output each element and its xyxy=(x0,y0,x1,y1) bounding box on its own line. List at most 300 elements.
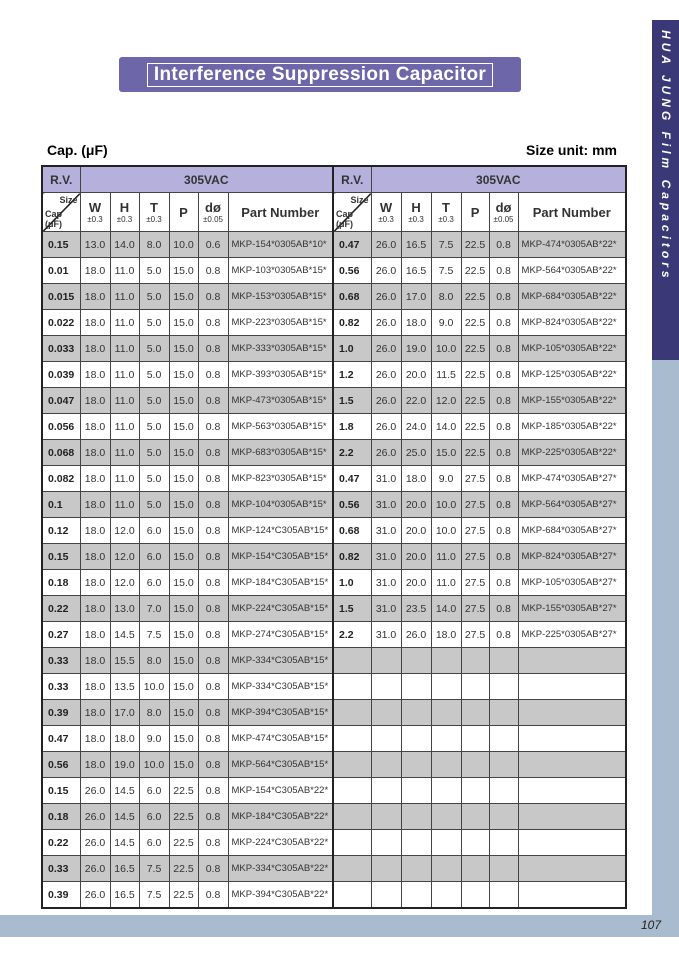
part-number-cell: MKP-224*C305AB*15* xyxy=(228,596,333,622)
dimension-cell: 18.0 xyxy=(80,674,110,700)
footer-bar xyxy=(0,915,679,937)
dimension-cell: 0.8 xyxy=(489,570,518,596)
dimension-cell: 15.0 xyxy=(169,648,198,674)
dimension-cell: 10.0 xyxy=(139,674,169,700)
dimension-cell: 7.5 xyxy=(139,856,169,882)
dimension-cell: 31.0 xyxy=(371,492,401,518)
dimension-cell: 10.0 xyxy=(431,518,461,544)
dimension-cell: 15.0 xyxy=(169,440,198,466)
table-row xyxy=(42,570,626,596)
dimension-cell: 0.8 xyxy=(489,232,518,258)
page-title: Interference Suppression Capacitor xyxy=(147,63,493,87)
capacitance-cell: 0.39 xyxy=(42,882,80,909)
dimension-cell: 7.5 xyxy=(431,258,461,284)
dimension-cell: 9.0 xyxy=(431,310,461,336)
dimension-cell: 31.0 xyxy=(371,570,401,596)
empty-cell xyxy=(431,882,461,909)
dim-header xyxy=(371,193,401,232)
dimension-cell: 0.6 xyxy=(198,232,228,258)
dimension-cell: 8.0 xyxy=(139,700,169,726)
dimension-cell: 12.0 xyxy=(110,544,139,570)
dimension-cell: 26.0 xyxy=(80,882,110,909)
dimension-cell: 18.0 xyxy=(80,466,110,492)
dimension-cell: 26.0 xyxy=(371,388,401,414)
part-number-cell: MKP-334*C305AB*15* xyxy=(228,674,333,700)
table-row xyxy=(42,700,626,726)
dimension-cell: 10.0 xyxy=(431,492,461,518)
dimension-cell: 22.5 xyxy=(461,362,489,388)
dimension-cell: 22.5 xyxy=(461,388,489,414)
dimension-cell: 0.8 xyxy=(489,622,518,648)
capacitance-cell: 0.22 xyxy=(42,830,80,856)
brand-side-text: HUA JUNG Film Capacitors xyxy=(659,30,673,282)
dimension-cell: 0.8 xyxy=(489,310,518,336)
dimension-cell: 5.0 xyxy=(139,388,169,414)
dimension-cell: 11.0 xyxy=(110,440,139,466)
dimension-cell: 15.0 xyxy=(169,726,198,752)
capacitance-cell: 1.5 xyxy=(333,388,371,414)
table-row xyxy=(42,882,626,909)
capacitance-cell: 0.56 xyxy=(42,752,80,778)
dimension-cell: 15.0 xyxy=(169,518,198,544)
table-row xyxy=(42,648,626,674)
capacitance-cell: 0.047 xyxy=(42,388,80,414)
dimension-cell: 27.5 xyxy=(461,518,489,544)
dimension-cell: 11.0 xyxy=(110,466,139,492)
dimension-cell: 8.0 xyxy=(139,232,169,258)
table-row xyxy=(42,414,626,440)
empty-cell xyxy=(401,674,431,700)
dimension-cell: 0.8 xyxy=(198,362,228,388)
dimension-cell: 17.0 xyxy=(110,700,139,726)
dimension-cell: 15.0 xyxy=(169,544,198,570)
capacitance-cell: 2.2 xyxy=(333,440,371,466)
part-number-cell: MKP-105*0305AB*27* xyxy=(518,570,626,596)
empty-cell xyxy=(333,882,371,909)
dimension-cell: 31.0 xyxy=(371,518,401,544)
table-row xyxy=(42,310,626,336)
empty-cell xyxy=(431,752,461,778)
empty-cell xyxy=(333,778,371,804)
dimension-cell: 0.8 xyxy=(489,518,518,544)
dimension-cell: 7.0 xyxy=(139,596,169,622)
part-number-cell: MKP-155*0305AB*27* xyxy=(518,596,626,622)
empty-cell xyxy=(461,726,489,752)
capacitance-cell: 0.82 xyxy=(333,310,371,336)
dimension-cell: 27.5 xyxy=(461,622,489,648)
dimension-cell: 15.0 xyxy=(169,388,198,414)
part-number-cell: MKP-184*C305AB*15* xyxy=(228,570,333,596)
dimension-cell: 15.0 xyxy=(169,492,198,518)
dimension-cell: 27.5 xyxy=(461,544,489,570)
empty-cell xyxy=(431,700,461,726)
capacitance-cell: 1.0 xyxy=(333,336,371,362)
dimension-cell: 24.0 xyxy=(401,414,431,440)
dimension-cell: 13.0 xyxy=(80,232,110,258)
empty-cell xyxy=(461,830,489,856)
dimension-cell: 31.0 xyxy=(371,466,401,492)
rv-header: R.V. xyxy=(333,166,371,193)
side-tab-light xyxy=(652,360,679,915)
dimension-cell: 0.8 xyxy=(489,258,518,284)
empty-cell xyxy=(461,752,489,778)
empty-cell xyxy=(333,752,371,778)
dimension-cell: 0.8 xyxy=(489,440,518,466)
part-number-cell: MKP-225*0305AB*27* xyxy=(518,622,626,648)
dim-tolerance: ±0.05 xyxy=(203,215,223,224)
dimension-cell: 12.0 xyxy=(110,518,139,544)
dimension-cell: 22.5 xyxy=(461,284,489,310)
dimension-cell: 9.0 xyxy=(139,726,169,752)
dim-header xyxy=(198,193,228,232)
dimension-cell: 0.8 xyxy=(489,466,518,492)
dimension-cell: 18.0 xyxy=(80,284,110,310)
capacitance-cell: 0.33 xyxy=(42,856,80,882)
table-row xyxy=(42,596,626,622)
empty-cell xyxy=(431,804,461,830)
dimension-cell: 5.0 xyxy=(139,466,169,492)
dim-tolerance: ±0.3 xyxy=(87,215,103,224)
capacitance-cell: 0.39 xyxy=(42,700,80,726)
dimension-cell: 6.0 xyxy=(139,518,169,544)
dimension-cell: 22.5 xyxy=(461,336,489,362)
capacitance-cell: 0.18 xyxy=(42,570,80,596)
dimension-cell: 15.0 xyxy=(169,674,198,700)
capacitance-cell: 0.15 xyxy=(42,778,80,804)
dimension-cell: 15.0 xyxy=(169,700,198,726)
dimension-cell: 13.5 xyxy=(110,674,139,700)
dimension-cell: 0.8 xyxy=(198,830,228,856)
part-number-cell: MKP-125*0305AB*22* xyxy=(518,362,626,388)
dimension-cell: 26.0 xyxy=(80,856,110,882)
table-row xyxy=(42,388,626,414)
dimension-cell: 15.0 xyxy=(169,310,198,336)
table-row xyxy=(42,518,626,544)
dimension-cell: 5.0 xyxy=(139,336,169,362)
cap-label: Cap xyxy=(45,209,63,219)
dim-header xyxy=(461,193,489,232)
empty-cell xyxy=(371,700,401,726)
empty-cell xyxy=(371,804,401,830)
dimension-cell: 15.0 xyxy=(169,596,198,622)
dimension-cell: 22.5 xyxy=(461,310,489,336)
dimension-cell: 0.8 xyxy=(198,856,228,882)
empty-cell xyxy=(489,752,518,778)
dimension-cell: 0.8 xyxy=(198,700,228,726)
empty-cell xyxy=(431,726,461,752)
dimension-cell: 15.0 xyxy=(169,258,198,284)
empty-cell xyxy=(431,856,461,882)
empty-cell xyxy=(371,882,401,909)
dim-header xyxy=(401,193,431,232)
dimension-cell: 20.0 xyxy=(401,544,431,570)
dimension-cell: 18.0 xyxy=(80,570,110,596)
dimension-cell: 15.0 xyxy=(431,440,461,466)
dimension-cell: 14.5 xyxy=(110,804,139,830)
cap-unit: (μF) xyxy=(45,219,62,229)
dimension-cell: 8.0 xyxy=(139,648,169,674)
dimension-cell: 5.0 xyxy=(139,284,169,310)
dimension-cell: 0.8 xyxy=(489,362,518,388)
capacitance-cell: 1.8 xyxy=(333,414,371,440)
dimension-cell: 14.5 xyxy=(110,778,139,804)
dimension-cell: 0.8 xyxy=(198,674,228,700)
capacitance-cell: 0.56 xyxy=(333,492,371,518)
cap-unit: (μF) xyxy=(336,219,354,229)
part-number-cell: MKP-394*C305AB*22* xyxy=(228,882,333,909)
dimension-cell: 0.8 xyxy=(489,284,518,310)
part-number-cell: MKP-154*0305AB*10* xyxy=(228,232,333,258)
table-row xyxy=(42,440,626,466)
empty-cell xyxy=(489,778,518,804)
empty-cell xyxy=(489,882,518,909)
dimension-cell: 26.0 xyxy=(80,830,110,856)
part-number-cell: MKP-124*C305AB*15* xyxy=(228,518,333,544)
dimension-cell: 0.8 xyxy=(489,336,518,362)
cap-label: Cap xyxy=(336,209,354,219)
dimension-cell: 0.8 xyxy=(198,882,228,909)
empty-cell xyxy=(518,700,626,726)
dimension-cell: 31.0 xyxy=(371,596,401,622)
empty-cell xyxy=(401,882,431,909)
empty-cell xyxy=(489,726,518,752)
dimension-cell: 9.0 xyxy=(431,466,461,492)
table-row xyxy=(42,778,626,804)
empty-cell xyxy=(461,778,489,804)
capacitance-cell: 0.22 xyxy=(42,596,80,622)
dim-tolerance: ±0.3 xyxy=(408,215,424,224)
part-number-cell: MKP-563*0305AB*15* xyxy=(228,414,333,440)
dim-tolerance: ±0.05 xyxy=(493,215,514,224)
dimension-cell: 5.0 xyxy=(139,492,169,518)
dimension-cell: 22.0 xyxy=(401,388,431,414)
capacitance-cell: 0.15 xyxy=(42,232,80,258)
table-row xyxy=(42,856,626,882)
empty-cell xyxy=(489,674,518,700)
dimension-cell: 22.5 xyxy=(169,882,198,909)
dimension-cell: 27.5 xyxy=(461,466,489,492)
empty-cell xyxy=(371,648,401,674)
dimension-cell: 18.0 xyxy=(110,726,139,752)
dimension-cell: 13.0 xyxy=(110,596,139,622)
empty-cell xyxy=(333,726,371,752)
dimension-cell: 18.0 xyxy=(431,622,461,648)
part-number-cell: MKP-394*C305AB*15* xyxy=(228,700,333,726)
table-row xyxy=(42,752,626,778)
part-number-cell: MKP-104*0305AB*15* xyxy=(228,492,333,518)
dimension-cell: 18.0 xyxy=(80,440,110,466)
part-number-cell: MKP-474*0305AB*27* xyxy=(518,466,626,492)
part-number-cell: MKP-564*0305AB*27* xyxy=(518,492,626,518)
dimension-cell: 11.0 xyxy=(431,570,461,596)
empty-cell xyxy=(401,778,431,804)
dimension-cell: 14.0 xyxy=(431,414,461,440)
capacitance-cell: 0.82 xyxy=(333,544,371,570)
dimension-cell: 0.8 xyxy=(198,648,228,674)
dimension-cell: 18.0 xyxy=(80,388,110,414)
part-number-cell: MKP-474*C305AB*15* xyxy=(228,726,333,752)
dimension-cell: 5.0 xyxy=(139,440,169,466)
empty-cell xyxy=(461,700,489,726)
dimension-cell: 26.0 xyxy=(371,414,401,440)
dimension-cell: 15.0 xyxy=(169,284,198,310)
table-row xyxy=(42,284,626,310)
dimension-cell: 7.5 xyxy=(139,882,169,909)
part-number-cell: MKP-473*0305AB*15* xyxy=(228,388,333,414)
dimension-cell: 0.8 xyxy=(198,570,228,596)
dimension-cell: 22.5 xyxy=(461,440,489,466)
dimension-cell: 26.0 xyxy=(371,258,401,284)
dimension-cell: 22.5 xyxy=(169,856,198,882)
empty-cell xyxy=(518,752,626,778)
dimension-cell: 20.0 xyxy=(401,570,431,596)
table-row xyxy=(42,232,626,258)
empty-cell xyxy=(489,700,518,726)
dimension-cell: 15.0 xyxy=(169,752,198,778)
dim-tolerance: ±0.3 xyxy=(378,215,394,224)
dimension-cell: 18.0 xyxy=(80,492,110,518)
empty-cell xyxy=(518,778,626,804)
part-number-header: Part Number xyxy=(228,193,333,232)
dimension-cell: 18.0 xyxy=(80,310,110,336)
capacitance-cell: 0.039 xyxy=(42,362,80,388)
dimension-cell: 16.5 xyxy=(401,232,431,258)
dimension-cell: 23.5 xyxy=(401,596,431,622)
part-number-cell: MKP-155*0305AB*22* xyxy=(518,388,626,414)
capacitance-cell: 0.01 xyxy=(42,258,80,284)
dimension-cell: 5.0 xyxy=(139,258,169,284)
dimension-cell: 11.0 xyxy=(431,544,461,570)
capacitance-cell: 0.33 xyxy=(42,648,80,674)
dimension-cell: 11.0 xyxy=(110,492,139,518)
part-number-cell: MKP-564*0305AB*22* xyxy=(518,258,626,284)
part-number-header: Part Number xyxy=(518,193,626,232)
dimension-cell: 14.0 xyxy=(431,596,461,622)
empty-cell xyxy=(401,804,431,830)
dimension-cell: 20.0 xyxy=(401,362,431,388)
part-number-cell: MKP-684*0305AB*27* xyxy=(518,518,626,544)
empty-cell xyxy=(489,804,518,830)
empty-cell xyxy=(401,830,431,856)
dimension-cell: 0.8 xyxy=(198,388,228,414)
empty-cell xyxy=(371,726,401,752)
dimension-cell: 11.0 xyxy=(110,258,139,284)
dimension-cell: 14.0 xyxy=(110,232,139,258)
part-number-cell: MKP-103*0305AB*15* xyxy=(228,258,333,284)
dim-name: P xyxy=(470,204,480,220)
empty-cell xyxy=(401,752,431,778)
dimension-cell: 31.0 xyxy=(371,622,401,648)
dimension-cell: 18.0 xyxy=(80,544,110,570)
empty-cell xyxy=(461,882,489,909)
dimension-cell: 18.0 xyxy=(401,310,431,336)
capacitance-cell: 0.68 xyxy=(333,518,371,544)
dimension-cell: 14.5 xyxy=(110,830,139,856)
dimension-cell: 7.5 xyxy=(431,232,461,258)
dimension-cell: 6.0 xyxy=(139,804,169,830)
table-row xyxy=(42,622,626,648)
capacitance-cell: 0.56 xyxy=(333,258,371,284)
dimension-cell: 0.8 xyxy=(198,258,228,284)
empty-cell xyxy=(461,674,489,700)
dimension-cell: 18.0 xyxy=(80,622,110,648)
empty-cell xyxy=(401,726,431,752)
table-row xyxy=(42,726,626,752)
dimension-cell: 0.8 xyxy=(489,596,518,622)
dimension-cell: 0.8 xyxy=(198,284,228,310)
voltage-header: 305VAC xyxy=(80,166,333,193)
dim-name: T xyxy=(442,200,450,215)
capacitance-cell: 0.47 xyxy=(333,232,371,258)
capacitance-cell: 0.15 xyxy=(42,544,80,570)
capacitance-cell: 0.27 xyxy=(42,622,80,648)
dimension-cell: 16.5 xyxy=(401,258,431,284)
empty-cell xyxy=(489,830,518,856)
capacitance-cell: 0.33 xyxy=(42,674,80,700)
dimension-cell: 7.5 xyxy=(139,622,169,648)
size-unit-label: Size unit: mm xyxy=(525,142,617,158)
empty-cell xyxy=(518,830,626,856)
capacitance-cell: 0.022 xyxy=(42,310,80,336)
part-number-cell: MKP-154*C305AB*15* xyxy=(228,544,333,570)
empty-cell xyxy=(371,674,401,700)
empty-cell xyxy=(431,830,461,856)
dimension-cell: 6.0 xyxy=(139,778,169,804)
part-number-cell: MKP-185*0305AB*22* xyxy=(518,414,626,440)
dimension-cell: 0.8 xyxy=(198,804,228,830)
dimension-cell: 15.0 xyxy=(169,466,198,492)
dimension-cell: 5.0 xyxy=(139,310,169,336)
dimension-cell: 19.0 xyxy=(401,336,431,362)
part-number-cell: MKP-823*0305AB*15* xyxy=(228,466,333,492)
dim-header xyxy=(110,193,139,232)
dimension-cell: 16.5 xyxy=(110,882,139,909)
dimension-cell: 22.5 xyxy=(169,830,198,856)
dimension-cell: 15.0 xyxy=(169,414,198,440)
dimension-cell: 27.5 xyxy=(461,570,489,596)
dimension-cell: 6.0 xyxy=(139,544,169,570)
dimension-cell: 6.0 xyxy=(139,830,169,856)
size-label: Size xyxy=(350,195,369,205)
dimension-cell: 10.0 xyxy=(139,752,169,778)
empty-cell xyxy=(333,804,371,830)
dimension-cell: 11.0 xyxy=(110,388,139,414)
dimension-cell: 10.0 xyxy=(169,232,198,258)
dimension-cell: 18.0 xyxy=(80,648,110,674)
part-number-cell: MKP-824*0305AB*27* xyxy=(518,544,626,570)
part-number-cell: MKP-224*C305AB*22* xyxy=(228,830,333,856)
table-row xyxy=(42,466,626,492)
dimension-cell: 11.0 xyxy=(110,284,139,310)
dimension-cell: 26.0 xyxy=(371,310,401,336)
dimension-cell: 18.0 xyxy=(80,518,110,544)
table-row xyxy=(42,804,626,830)
capacitance-cell: 0.082 xyxy=(42,466,80,492)
dimension-cell: 11.0 xyxy=(110,362,139,388)
table-row xyxy=(42,830,626,856)
dim-header xyxy=(431,193,461,232)
empty-cell xyxy=(518,648,626,674)
dimension-cell: 26.0 xyxy=(371,336,401,362)
empty-cell xyxy=(518,674,626,700)
dimension-cell: 11.5 xyxy=(431,362,461,388)
dimension-cell: 15.5 xyxy=(110,648,139,674)
dimension-cell: 22.5 xyxy=(461,258,489,284)
capacitance-cell: 1.2 xyxy=(333,362,371,388)
dimension-cell: 15.0 xyxy=(169,622,198,648)
dimension-cell: 15.0 xyxy=(169,336,198,362)
dimension-cell: 18.0 xyxy=(401,466,431,492)
